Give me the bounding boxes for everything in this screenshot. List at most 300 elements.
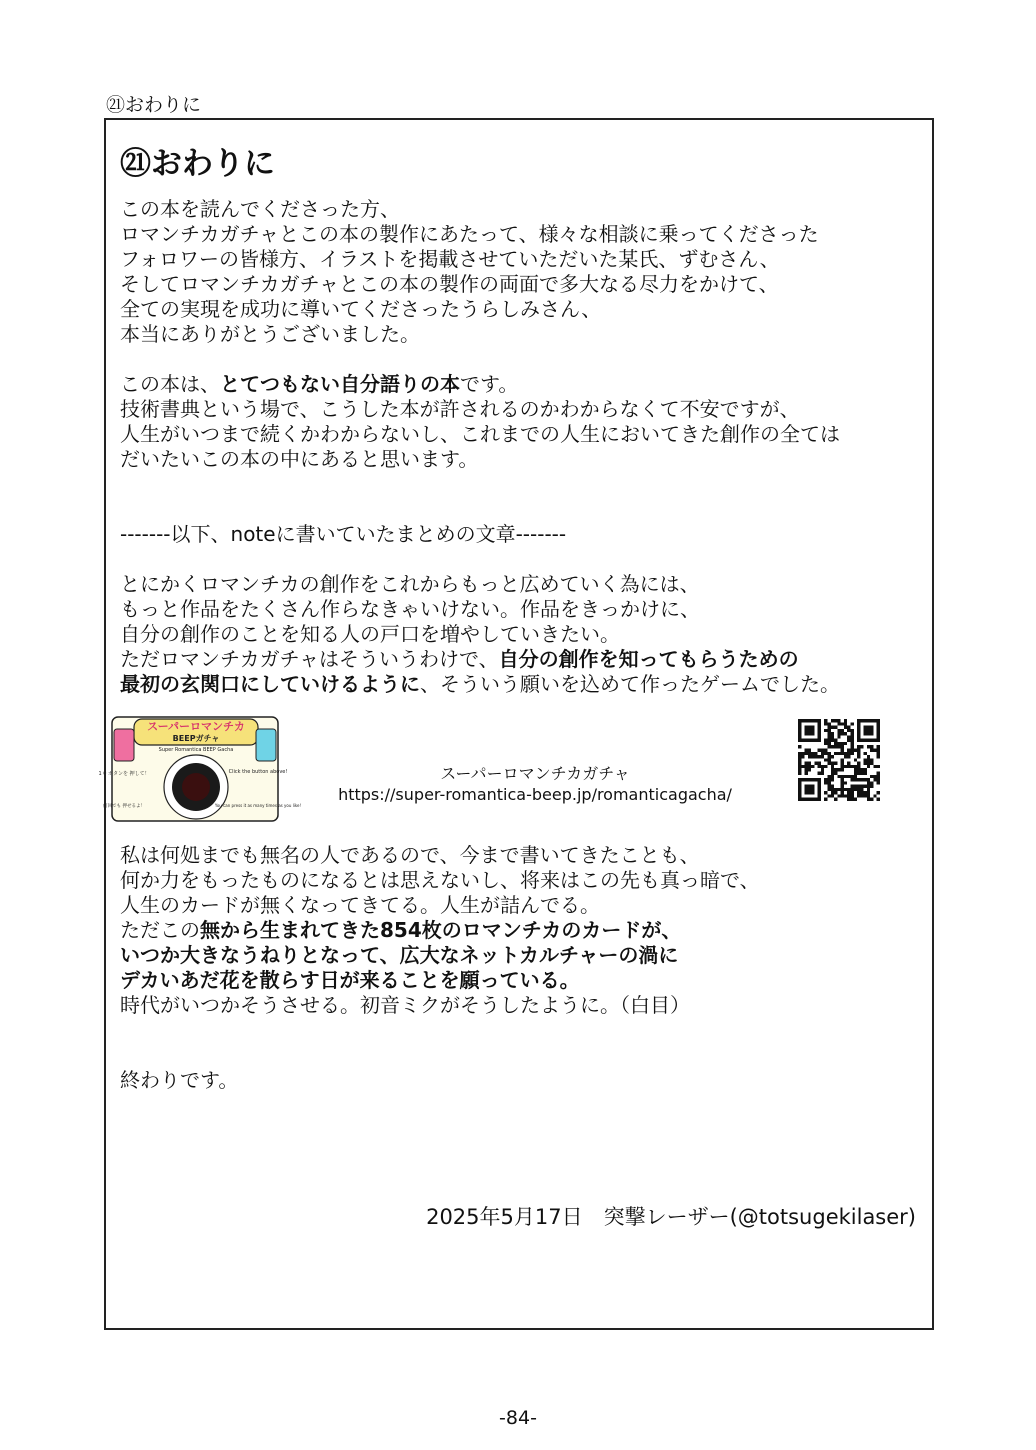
qr-module <box>841 785 844 788</box>
qr-module <box>860 778 863 781</box>
qr-module <box>867 791 870 794</box>
qr-module <box>854 768 857 771</box>
qr-module <box>847 749 850 752</box>
qr-module <box>841 768 844 771</box>
text-line: もっと作品をたくさん作らなきゃいけない。作品をきっかけに、 <box>120 597 700 622</box>
text-run: です。 <box>460 372 519 397</box>
qr-module <box>844 782 847 785</box>
qr-module <box>847 736 850 739</box>
qr-module <box>864 778 867 781</box>
qr-module <box>850 798 853 801</box>
text-line: 人生がいつまで続くかわからないし、これまでの人生においてきた創作の全ては <box>120 422 840 447</box>
qr-module <box>844 752 847 755</box>
qr-module <box>805 765 808 768</box>
qr-module <box>834 798 837 801</box>
qr-module <box>798 772 801 775</box>
qr-module <box>837 742 840 745</box>
qr-module <box>850 736 853 739</box>
qr-module <box>798 768 801 771</box>
qr-module <box>844 775 847 778</box>
qr-module <box>857 745 860 748</box>
qr-module <box>818 765 821 768</box>
main-content <box>98 146 930 1229</box>
qr-module <box>831 719 834 722</box>
qr-module <box>818 762 821 765</box>
qr-module <box>844 726 847 729</box>
qr-module <box>811 765 814 768</box>
qr-module <box>824 778 827 781</box>
qr-module <box>850 788 853 791</box>
qr-module <box>808 768 811 771</box>
qr-module <box>834 752 837 755</box>
qr-module <box>870 775 873 778</box>
qr-module <box>850 732 853 735</box>
qr-module <box>841 791 844 794</box>
qr-module <box>867 759 870 762</box>
text-line: 全ての実現を成功に導いてくださったうらしみさん、 <box>120 297 602 322</box>
qr-module <box>805 749 808 752</box>
qr-module <box>864 795 867 798</box>
qr-module <box>854 798 857 801</box>
qr-module <box>831 795 834 798</box>
qr-module <box>870 762 873 765</box>
signature: 2025年5月17日 突撃レーザー(@totsugekilaser) <box>426 1205 916 1229</box>
qr-module <box>834 726 837 729</box>
text-line: この本を読んでくださった方、 <box>120 197 400 222</box>
qr-module <box>844 765 847 768</box>
thumbnail-note-left: 1 0 ボタンを 押して！ <box>98 771 150 778</box>
qr-module <box>808 755 811 758</box>
qr-module <box>837 795 840 798</box>
qr-module <box>828 729 831 732</box>
qr-module <box>860 788 863 791</box>
qr-module <box>877 745 880 748</box>
qr-module <box>850 785 853 788</box>
qr-module <box>831 732 834 735</box>
qr-module <box>873 765 876 768</box>
qr-module <box>870 798 873 801</box>
qr-module <box>824 759 827 762</box>
qr-module <box>837 719 840 722</box>
qr-module <box>860 795 863 798</box>
qr-module <box>860 745 863 748</box>
qr-module <box>828 775 831 778</box>
thumbnail-english-title: Super Romantica BEEP Gacha <box>158 747 234 754</box>
qr-module <box>841 722 844 725</box>
qr-module <box>867 765 870 768</box>
qr-module <box>847 729 850 732</box>
promo-block <box>98 715 930 823</box>
qr-module <box>831 762 834 765</box>
qr-module <box>831 785 834 788</box>
thumbnail-left-tab <box>114 729 134 761</box>
qr-module <box>831 755 834 758</box>
qr-module <box>864 752 867 755</box>
qr-module <box>834 788 837 791</box>
qr-module <box>864 772 867 775</box>
qr-module <box>870 782 873 785</box>
qr-module <box>847 762 850 765</box>
text-line <box>120 918 930 943</box>
qr-module <box>877 778 880 781</box>
text-line: 私は何処までも無名の人であるので、今まで書いてきたことも、 <box>120 843 700 868</box>
hope-paragraph <box>120 843 930 1018</box>
qr-module <box>857 762 860 765</box>
qr-module <box>847 795 850 798</box>
qr-module <box>831 768 834 771</box>
text-line: 技術書典という場で、こうした本が許されるのかわからなくて不安ですが、 <box>120 397 800 422</box>
qr-module <box>841 749 844 752</box>
qr-module <box>805 752 808 755</box>
qr-module <box>824 798 827 801</box>
qr-module <box>828 755 831 758</box>
qr-module <box>824 719 827 722</box>
qr-module <box>870 759 873 762</box>
qr-module <box>860 785 863 788</box>
qr-module <box>860 768 863 771</box>
qr-module <box>821 768 824 771</box>
qr-module <box>824 782 827 785</box>
divider-line <box>120 522 930 547</box>
qr-module <box>805 768 808 771</box>
qr-module <box>834 745 837 748</box>
text-line <box>120 647 930 672</box>
qr-module <box>821 765 824 768</box>
text-line <box>120 672 930 697</box>
qr-module <box>798 745 801 748</box>
qr-module <box>828 788 831 791</box>
qr-module <box>873 749 876 752</box>
qr-module <box>841 729 844 732</box>
qr-module <box>828 752 831 755</box>
thumbnail-right-tab <box>256 729 276 761</box>
qr-module <box>824 749 827 752</box>
qr-module <box>811 755 814 758</box>
text-run: ただこの <box>120 918 200 943</box>
qr-module <box>828 732 831 735</box>
qr-module <box>877 798 880 801</box>
qr-module <box>850 752 853 755</box>
qr-module <box>824 729 827 732</box>
qr-module <box>828 736 831 739</box>
page-number: -84- <box>499 1407 537 1429</box>
qr-module <box>850 765 853 768</box>
qr-module <box>857 749 860 752</box>
qr-module <box>798 752 801 755</box>
qr-module <box>841 732 844 735</box>
text-line: そしてロマンチカガチャとこの本の製作の両面で多大なる尽力をかけて、 <box>120 272 779 297</box>
qr-module <box>857 765 860 768</box>
qr-module <box>834 772 837 775</box>
qr-module <box>867 785 870 788</box>
qr-module <box>837 745 840 748</box>
qr-module <box>850 722 853 725</box>
qr-module <box>854 759 857 762</box>
qr-module <box>877 752 880 755</box>
qr-module <box>824 752 827 755</box>
qr-module <box>854 749 857 752</box>
qr-module <box>847 788 850 791</box>
qr-module <box>824 765 827 768</box>
qr-module <box>831 791 834 794</box>
qr-module <box>847 798 850 801</box>
qr-module <box>850 775 853 778</box>
qr-module <box>837 736 840 739</box>
qr-module <box>864 759 867 762</box>
qr-module <box>828 795 831 798</box>
qr-module <box>877 749 880 752</box>
closing-line <box>120 1068 930 1093</box>
qr-module <box>873 778 876 781</box>
qr-module <box>798 759 801 762</box>
qr-module <box>857 791 860 794</box>
closing-text: 終わりです。 <box>120 1068 239 1093</box>
qr-module <box>828 739 831 742</box>
qr-module <box>877 775 880 778</box>
qr-module <box>867 755 870 758</box>
qr-module <box>864 768 867 771</box>
qr-module <box>850 749 853 752</box>
text-line: 何か力をもったものになるとは思えないし、将来はこの先も真っ暗で、 <box>120 868 760 893</box>
qr-module <box>798 755 801 758</box>
qr-module <box>818 755 821 758</box>
qr-module <box>811 752 814 755</box>
qr-module <box>867 788 870 791</box>
qr-module <box>821 755 824 758</box>
qr-module <box>841 762 844 765</box>
qr-module <box>870 749 873 752</box>
qr-module <box>847 791 850 794</box>
qr-module <box>818 772 821 775</box>
qr-module <box>847 752 850 755</box>
qr-module <box>841 782 844 785</box>
qr-module <box>857 772 860 775</box>
text-run: ただロマンチカガチャはそういうわけで、 <box>120 647 499 672</box>
qr-module <box>831 726 834 729</box>
qr-module <box>824 739 827 742</box>
qr-module <box>831 772 834 775</box>
qr-module <box>857 795 860 798</box>
qr-module <box>844 722 847 725</box>
qr-module <box>841 752 844 755</box>
text-line: 本当にありがとうございました。 <box>120 322 420 347</box>
text-line: フォロワーの皆様方、イラストを掲載させていただいた某氏、ずむさん、 <box>120 247 780 272</box>
text-run: 、そういう願いを込めて作ったゲームでした。 <box>420 672 840 697</box>
qr-module <box>831 788 834 791</box>
qr-module <box>841 795 844 798</box>
text-line <box>120 372 930 397</box>
qr-module <box>867 778 870 781</box>
qr-module <box>808 765 811 768</box>
qr-module <box>841 742 844 745</box>
qr-module <box>854 772 857 775</box>
qr-module <box>831 739 834 742</box>
qr-module <box>850 791 853 794</box>
section-title: ㉑おわりに <box>120 146 275 182</box>
emphasis-line: デカいあだ花を散らす日が来ることを願っている。 <box>120 968 580 993</box>
text-line: 自分の創作のことを知る人の戸口を増やしていきたい。 <box>120 622 620 647</box>
acknowledgements-paragraph <box>120 197 930 347</box>
qr-module <box>847 739 850 742</box>
qr-module <box>831 765 834 768</box>
qr-module <box>873 795 876 798</box>
qr-module <box>837 752 840 755</box>
qr-module <box>841 745 844 748</box>
thumbnail-note-left-2: 何回でも 押せるよ！ <box>103 804 145 810</box>
qr-module <box>837 768 840 771</box>
qr-module <box>854 778 857 781</box>
game-name: スーパーロマンチカガチャ <box>440 764 630 784</box>
emphasis-text: とてつもない自分語りの本 <box>220 372 460 397</box>
qr-module <box>857 752 860 755</box>
qr-module <box>828 778 831 781</box>
qr-module <box>834 768 837 771</box>
qr-module <box>844 755 847 758</box>
qr-module <box>857 778 860 781</box>
qr-module <box>837 722 840 725</box>
qr-module <box>828 745 831 748</box>
qr-module <box>831 736 834 739</box>
qr-module <box>847 755 850 758</box>
qr-module <box>798 765 801 768</box>
qr-module <box>844 788 847 791</box>
qr-module <box>814 755 817 758</box>
qr-module <box>828 726 831 729</box>
divider-text: -------以下、noteに書いていたまとめの文章------- <box>120 522 567 547</box>
text-line: 時代がいつかそうさせる。初音ミクがそうしたように。（白目） <box>120 993 690 1018</box>
qr-module <box>818 749 821 752</box>
qr-module <box>831 775 834 778</box>
qr-module <box>864 762 867 765</box>
qr-module <box>834 762 837 765</box>
emphasis-text: 無から生まれてきた854枚のロマンチカのカードが、 <box>200 918 682 943</box>
qr-module <box>837 788 840 791</box>
qr-module <box>828 782 831 785</box>
qr-module <box>834 742 837 745</box>
qr-module <box>841 788 844 791</box>
qr-module <box>867 745 870 748</box>
qr-module <box>847 726 850 729</box>
qr-module <box>847 765 850 768</box>
text-run: この本は、 <box>120 372 220 397</box>
qr-module <box>841 759 844 762</box>
qr-module <box>844 719 847 722</box>
qr-module <box>877 782 880 785</box>
gacha-purpose-paragraph <box>120 572 930 697</box>
qr-module <box>834 791 837 794</box>
emphasis-text: 最初の玄関口にしていけるように <box>120 672 420 697</box>
qr-module <box>824 742 827 745</box>
qr-module <box>841 775 844 778</box>
qr-module <box>870 745 873 748</box>
qr-module <box>841 765 844 768</box>
qr-module <box>854 788 857 791</box>
qr-module <box>824 791 827 794</box>
thumbnail-subtitle: BEEPガチャ <box>172 734 220 744</box>
qr-module <box>877 772 880 775</box>
qr-module <box>837 729 840 732</box>
qr-module <box>857 788 860 791</box>
qr-module <box>867 798 870 801</box>
qr-module <box>841 778 844 781</box>
thumbnail-note-right-2: You can press it as many times as you like! <box>214 803 302 809</box>
qr-module <box>808 749 811 752</box>
qr-module <box>850 795 853 798</box>
text-line: とにかくロマンチカの創作をこれからもっと広めていく為には、 <box>120 572 700 597</box>
qr-module <box>831 778 834 781</box>
qr-module <box>877 791 880 794</box>
game-url[interactable]: https://super-romantica-beep.jp/romanticagacha/ <box>338 785 732 805</box>
qr-module <box>805 772 808 775</box>
qr-module <box>877 765 880 768</box>
qr-module <box>850 739 853 742</box>
qr-module <box>850 778 853 781</box>
qr-module <box>831 745 834 748</box>
thumbnail-note-right: Click the button above! <box>228 769 288 776</box>
qr-module <box>844 795 847 798</box>
qr-module <box>860 772 863 775</box>
qr-module <box>837 732 840 735</box>
thumbnail-button-core <box>182 773 210 801</box>
qr-module <box>847 775 850 778</box>
qr-module <box>850 742 853 745</box>
qr-module <box>854 785 857 788</box>
text-line: だいたいこの本の中にあると思います。 <box>120 447 479 472</box>
text-line: ロマンチカガチャとこの本の製作にあたって、様々な相談に乗ってくださった <box>120 222 819 247</box>
emphasis-line: いつか大きなうねりとなって、広大なネットカルチャーの渦に <box>120 943 679 968</box>
qr-module <box>854 775 857 778</box>
qr-module <box>867 782 870 785</box>
qr-module <box>873 775 876 778</box>
qr-module <box>814 762 817 765</box>
qr-module <box>844 732 847 735</box>
promo-caption <box>285 763 785 805</box>
qr-module <box>867 795 870 798</box>
emphasis-text: 自分の創作を知ってもらうための <box>498 647 799 672</box>
qr-module <box>864 791 867 794</box>
qr-module <box>814 752 817 755</box>
qr-module <box>834 739 837 742</box>
about-book-paragraph <box>120 372 930 472</box>
qr-module <box>857 768 860 771</box>
qr-module <box>850 745 853 748</box>
qr-module <box>850 729 853 732</box>
qr-module <box>837 775 840 778</box>
qr-module <box>801 755 804 758</box>
qr-module <box>808 752 811 755</box>
qr-module <box>854 765 857 768</box>
qr-module <box>870 785 873 788</box>
qr-module <box>824 722 827 725</box>
running-head: ㉑おわりに <box>106 94 202 116</box>
qr-module <box>834 719 837 722</box>
qr-code-icon <box>798 719 880 801</box>
qr-module <box>844 742 847 745</box>
qr-module <box>857 755 860 758</box>
qr-module <box>828 742 831 745</box>
qr-module <box>828 759 831 762</box>
qr-module <box>828 762 831 765</box>
qr-module <box>821 749 824 752</box>
qr-module <box>805 762 808 765</box>
qr-module <box>864 785 867 788</box>
text-line: 人生のカードが無くなってきてる。人生が詰んでる。 <box>120 893 600 918</box>
qr-module <box>867 762 870 765</box>
qr-module <box>828 785 831 788</box>
qr-module <box>860 791 863 794</box>
qr-module <box>801 752 804 755</box>
thumbnail-title: スーパーロマンチカ <box>147 720 245 734</box>
